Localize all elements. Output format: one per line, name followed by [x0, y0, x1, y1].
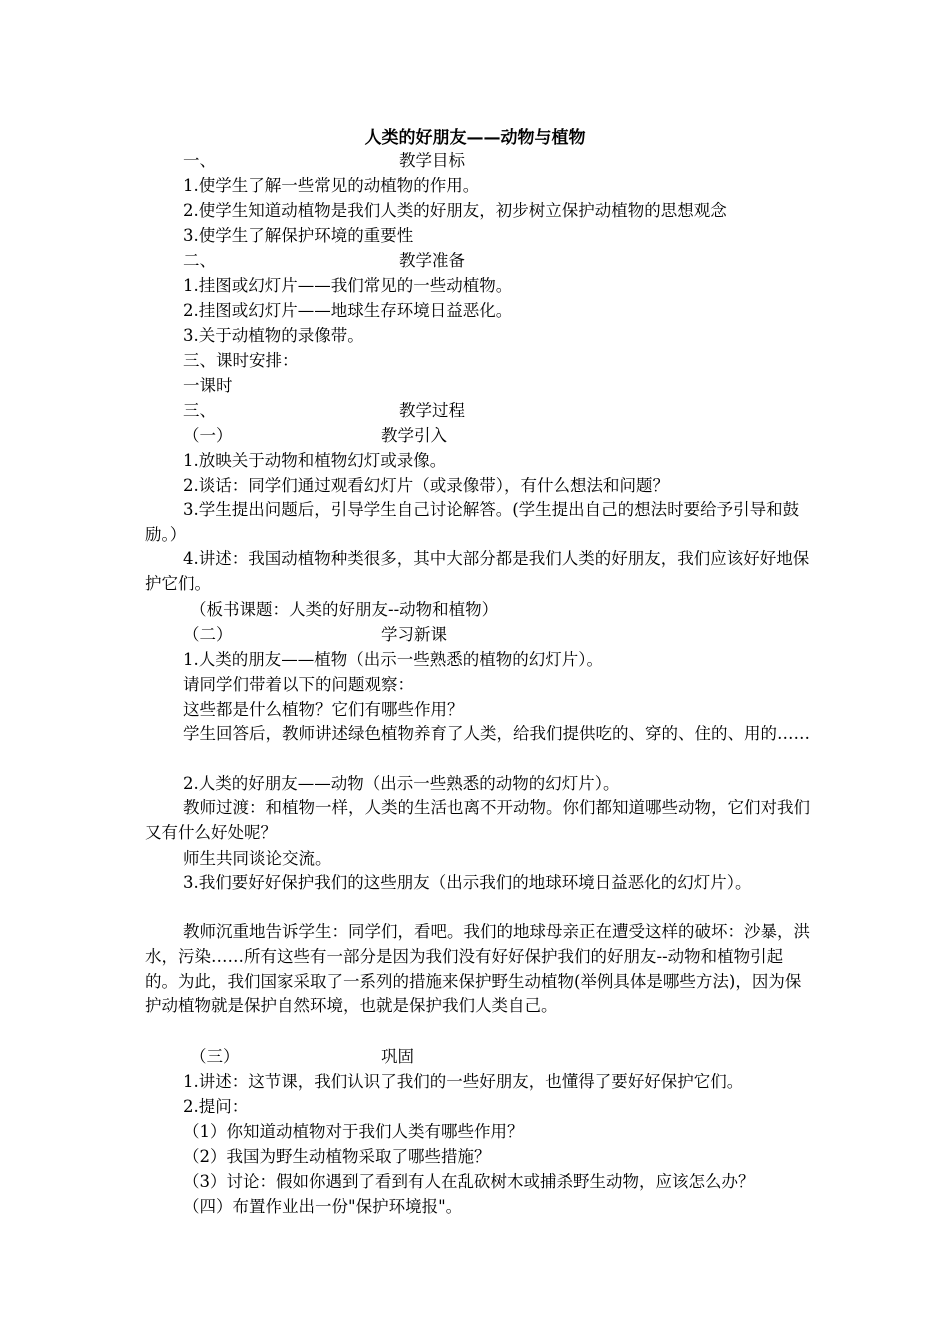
document-title: 人类的好朋友——动物与植物: [364, 128, 586, 148]
part-1-number: （一）: [183, 426, 233, 445]
section-3-number: 三、: [183, 401, 216, 420]
new-1: 1.人类的朋友——植物（出示一些熟悉的植物的幻灯片）。: [183, 650, 603, 669]
schedule-heading: 三、课时安排：: [183, 351, 299, 370]
intro-1: 1.放映关于动物和植物幻灯或录像。: [183, 451, 447, 470]
question-1: （1）你知道动植物对于我们人类有哪些作用？: [183, 1122, 524, 1141]
part-3-heading: 巩固: [381, 1047, 414, 1066]
part-2-number: （二）: [183, 625, 233, 644]
part-2-heading: 学习新课: [381, 625, 447, 644]
homework: （四）布置作业出一份"保护环境报"。: [183, 1197, 463, 1216]
question-2: （2）我国为野生动植物采取了哪些措施？: [183, 1147, 491, 1166]
new-1b: 这些都是什么植物？它们有哪些作用？: [183, 700, 464, 719]
new-1a: 请同学们带着以下的问题观察：: [183, 675, 414, 694]
new-2b: 师生共同谈论交流。: [183, 849, 332, 868]
intro-2: 2.谈话：同学们通过观看幻灯片（或录像带），有什么想法和问题？: [183, 476, 669, 495]
section-2-heading: 教学准备: [399, 251, 465, 270]
consolidate-2: 2.提问：: [183, 1097, 249, 1116]
section-3-heading: 教学过程: [399, 401, 465, 420]
prep-1: 1.挂图或幻灯片——我们常见的一些动植物。: [183, 276, 513, 295]
section-1-heading: 教学目标: [399, 151, 465, 170]
board-title: （板书课题：人类的好朋友--动物和植物）: [190, 600, 499, 619]
new-3a: 教师沉重地告诉学生：同学们，看吧。我们的地球母亲正在遭受这样的破坏：沙暴，洪水，污染……所有这些有一部分是因为我们没有好好保护我们的好朋友--动物和植物引起的。为此，我们国家采取了一系列的措施来保护野生动植物(举例具体是哪些方法)，因为保护动植物就是保护自然环境，也就是保护我们人类自己。: [145, 922, 810, 1016]
section-2-number: 二、: [183, 251, 216, 270]
goal-1: 1.使学生了解一些常见的动植物的作用。: [183, 176, 480, 195]
part-1-heading: 教学引入: [381, 426, 447, 445]
section-1-number: 一、: [183, 151, 216, 170]
new-3: 3.我们要好好保护我们的这些朋友（出示我们的地球环境日益恶化的幻灯片）。: [183, 873, 752, 892]
consolidate-1: 1.讲述：这节课，我们认识了我们的一些好朋友，也懂得了要好好保护它们。: [183, 1072, 744, 1091]
prep-3: 3.关于动植物的录像带。: [183, 326, 364, 345]
goal-2: 2.使学生知道动植物是我们人类的好朋友，初步树立保护动植物的思想观念: [183, 201, 727, 220]
intro-4: 4.讲述：我国动植物种类很多，其中大部分都是我们人类的好朋友，我们应该好好地保护它们。: [145, 549, 810, 593]
schedule-body: 一课时: [183, 376, 233, 395]
new-2a: 教师过渡：和植物一样，人类的生活也离不开动物。你们都知道哪些动物，它们对我们又有什么好处呢？: [145, 798, 810, 842]
goal-3: 3.使学生了解保护环境的重要性: [183, 226, 414, 245]
part-3-number: （三）: [190, 1047, 240, 1066]
intro-3: 3.学生提出问题后，引导学生自己讨论解答。(学生提出自己的想法时要给予引导和鼓励。）: [145, 500, 800, 544]
prep-2: 2.挂图或幻灯片——地球生存环境日益恶化。: [183, 301, 513, 320]
question-3: （3）讨论：假如你遇到了看到有人在乱砍树木或捕杀野生动物，应该怎么办？: [183, 1172, 755, 1191]
new-1c: 学生回答后，教师讲述绿色植物养育了人类，给我们提供吃的、穿的、住的、用的……: [183, 724, 810, 743]
new-2: 2.人类的好朋友——动物（出示一些熟悉的动物的幻灯片）。: [183, 774, 620, 793]
